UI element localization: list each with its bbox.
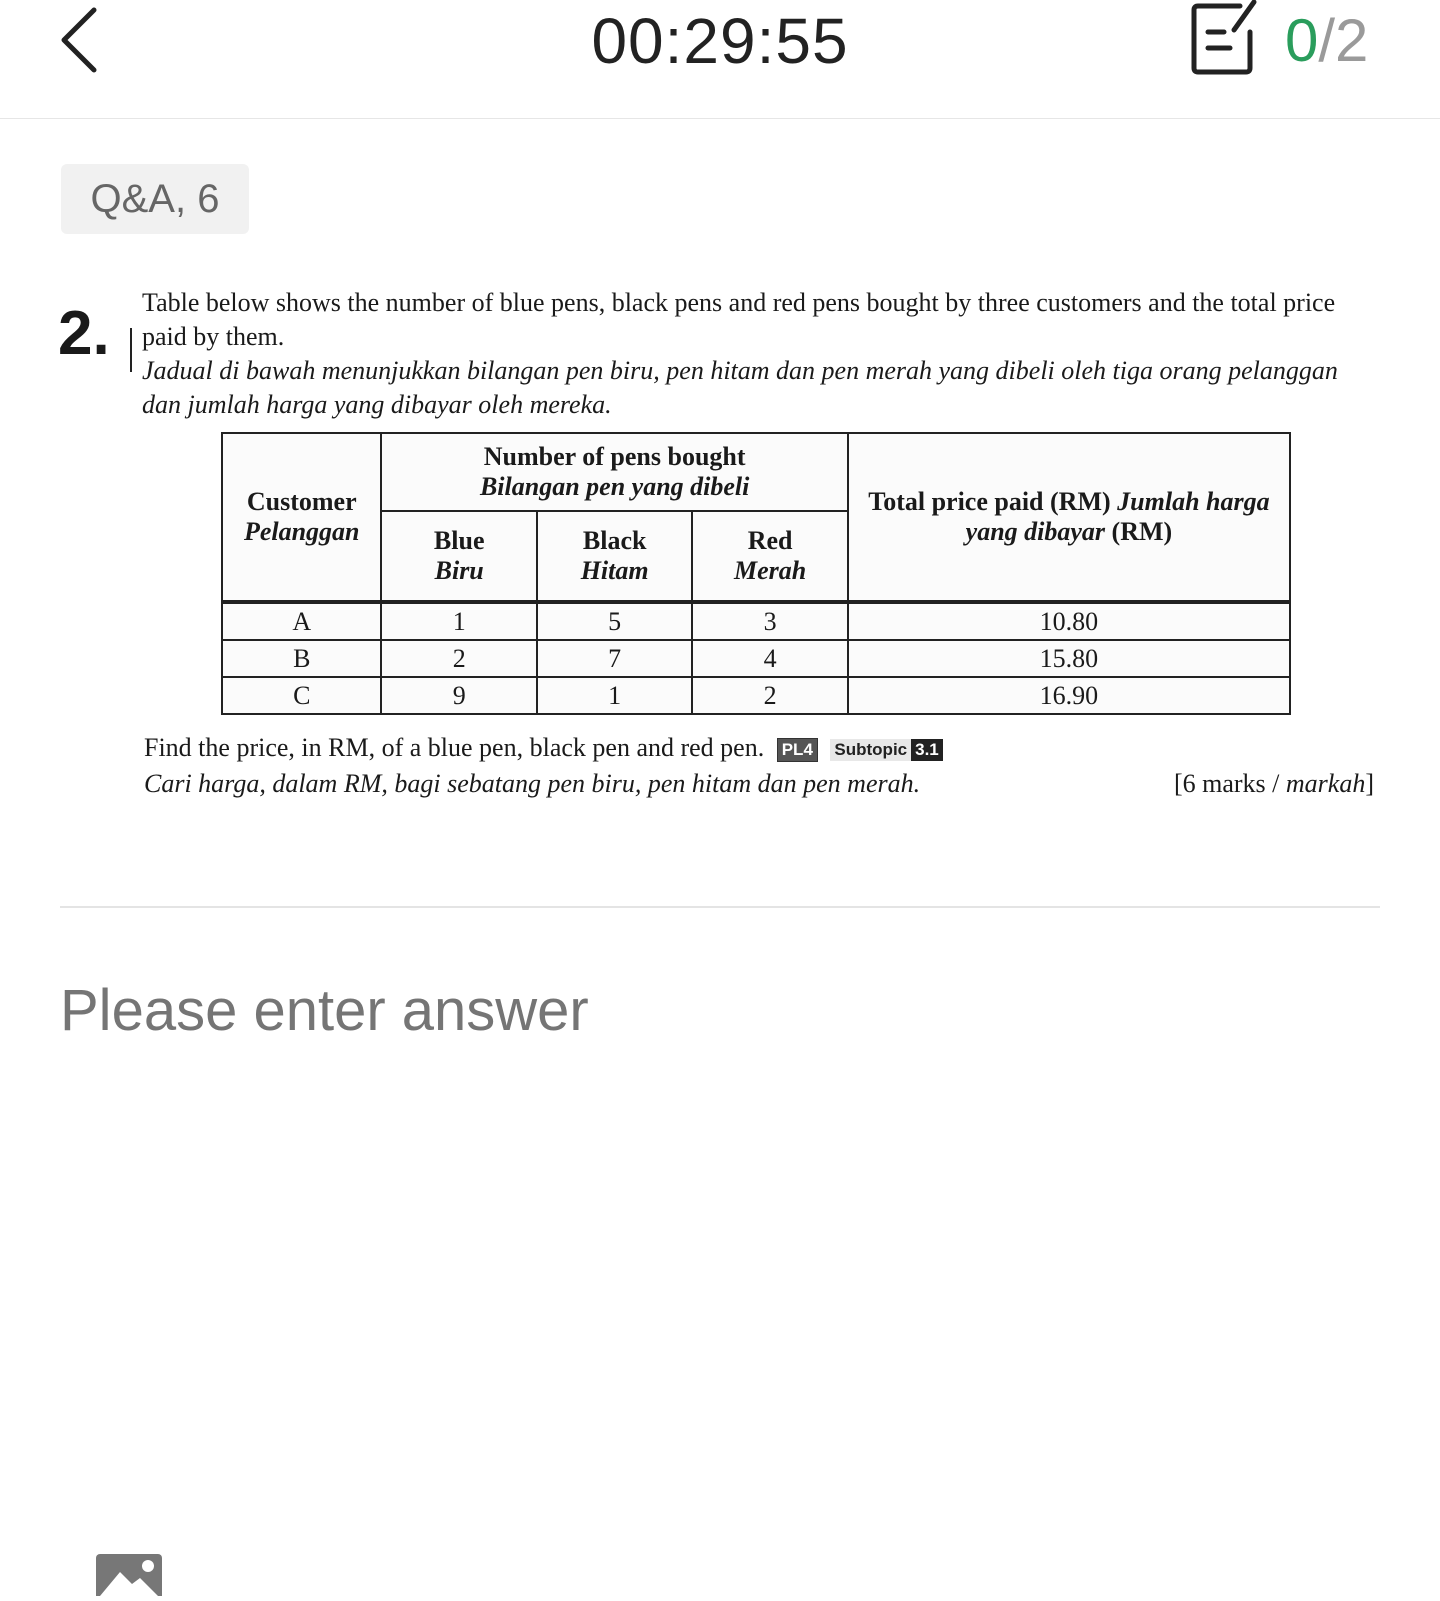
subtopic-badge: Subtopic [830, 739, 911, 761]
instruction-my: Cari harga, dalam RM, bagi sebatang pen biru, pen hitam dan pen merah. [144, 769, 921, 798]
instruction-en: Find the price, in RM, of a blue pen, black pen and red pen. [144, 733, 765, 762]
header-blue: Blue Biru [381, 511, 536, 602]
countdown-timer: 00:29:55 [591, 5, 849, 77]
pens-table [221, 432, 1291, 715]
marks-label: [6 marks / markah] [1173, 769, 1374, 798]
subtopic-number-badge: 3.1 [911, 739, 943, 761]
level-badge: PL4 [777, 738, 818, 762]
answer-input[interactable] [60, 970, 1380, 1050]
image-icon[interactable] [96, 1554, 162, 1596]
answer-sheet-icon[interactable] [1190, 0, 1260, 78]
content-divider [60, 906, 1380, 908]
header-customer: Customer Pelanggan [222, 433, 381, 602]
question-text-my: Jadual di bawah menunjukkan bilangan pen biru, pen hitam dan pen merah yang dibeli oleh tiga orang pelanggan dan jumlah harga yang dibayar oleh mereka. [142, 356, 1338, 419]
header-pens-bought: Number of pens bought Bilangan pen yang dibeli [381, 433, 847, 511]
answered-count: 0 [1285, 7, 1319, 74]
total-count: /2 [1318, 7, 1369, 74]
question-type-tag: Q&A, 6 [61, 164, 249, 234]
question-instruction [144, 730, 1374, 802]
header-red: Red Merah [692, 511, 847, 602]
question-divider [130, 328, 132, 372]
question-text-en: Table below shows the number of blue pens, black pens and red pens bought by three customers and the total price paid by them. [142, 288, 1336, 351]
top-bar [0, 0, 1440, 119]
header-total-price: Total price paid (RM) Jumlah harga yang dibayar (RM) [848, 433, 1290, 602]
header-black: Black Hitam [537, 511, 692, 602]
question-content [56, 270, 1376, 830]
question-number: 2. [58, 299, 110, 368]
question-progress[interactable] [1285, 6, 1368, 75]
table-row: B 2 7 4 15.80 [222, 640, 1290, 677]
table-row: A 1 5 3 10.80 [222, 602, 1290, 640]
table-row: C 9 1 2 16.90 [222, 677, 1290, 714]
